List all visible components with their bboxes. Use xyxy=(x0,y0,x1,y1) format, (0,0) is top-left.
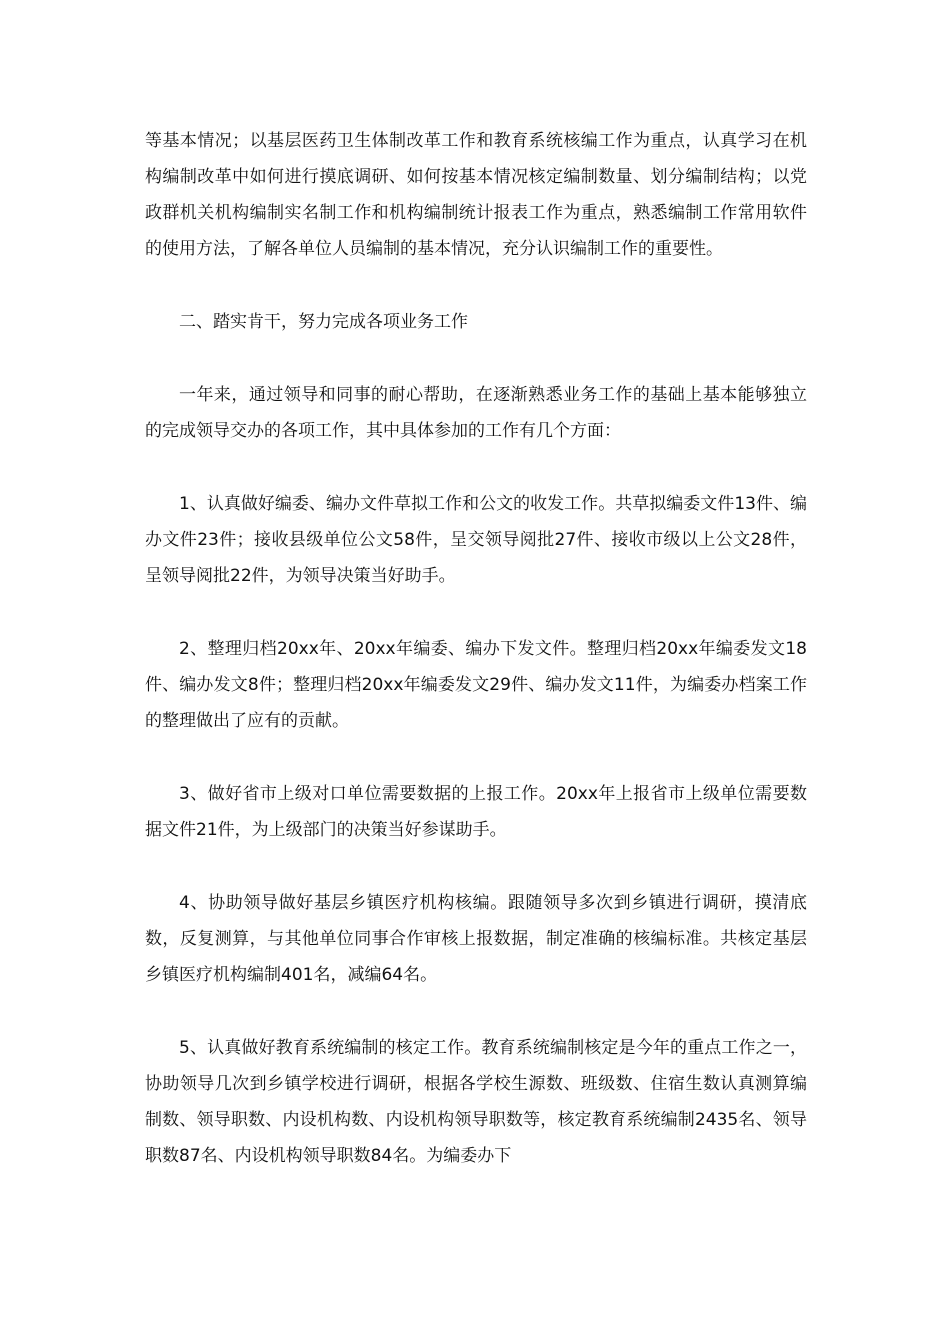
paragraph-continuation: 等基本情况；以基层医药卫生体制改革工作和教育系统核编工作为重点，认真学习在机构编制改革中如何进行摸底调研、如何按基本情况核定编制数量、划分编制结构；以党政群机关机构编制实名制工作和机构编制统计报表工作为重点，熟悉编制工作常用软件的使用方法，了解各单位人员编制的基本情况，充分认识编制工作的重要性。 xyxy=(145,131,807,259)
list-item-2: 2、整理归档20xx年、20xx年编委、编办下发文件。整理归档20xx年编委发文18件、编办发文8件；整理归档20xx年编委发文29件、编办发文11件，为编委办档案工作的整理做出了应有的贡献。 xyxy=(145,639,807,731)
list-item-1: 1、认真做好编委、编办文件草拟工作和公文的收发工作。共草拟编委文件13件、编办文件23件；接收县级单位公文58件，呈交领导阅批27件、接收市级以上公文28件，呈领导阅批22件，为领导决策当好助手。 xyxy=(145,494,807,586)
list-item-4: 4、协助领导做好基层乡镇医疗机构核编。跟随领导多次到乡镇进行调研，摸清底数，反复测算，与其他单位同事合作审核上报数据，制定准确的核编标准。共核定基层乡镇医疗机构编制401名，减编64名。 xyxy=(145,893,807,985)
document-body xyxy=(145,123,807,1211)
list-item-3: 3、做好省市上级对口单位需要数据的上报工作。20xx年上报省市上级单位需要数据文件21件，为上级部门的决策当好参谋助手。 xyxy=(145,784,807,840)
paragraph-intro: 一年来，通过领导和同事的耐心帮助，在逐渐熟悉业务工作的基础上基本能够独立的完成领导交办的各项工作，其中具体参加的工作有几个方面： xyxy=(145,385,807,441)
list-item-5: 5、认真做好教育系统编制的核定工作。教育系统编制核定是今年的重点工作之一，协助领导几次到乡镇学校进行调研，根据各学校生源数、班级数、住宿生数认真测算编制数、领导职数、内设机构数、内设机构领导职数等，核定教育系统编制2435名、领导职数87名、内设机构领导职数84名。为编委办下 xyxy=(145,1038,807,1166)
section-heading: 二、踏实肯干，努力完成各项业务工作 xyxy=(179,312,468,332)
